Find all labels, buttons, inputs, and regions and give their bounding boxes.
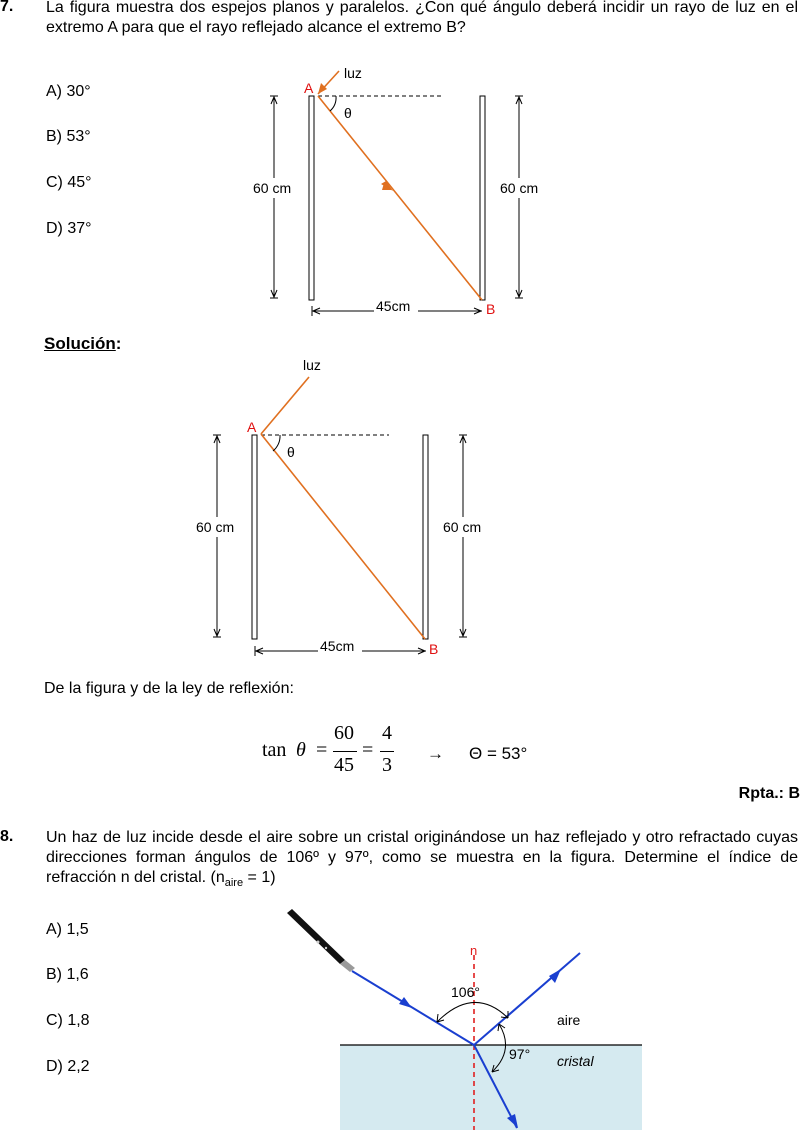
crystal-medium	[340, 1045, 642, 1130]
formula-eq1: =	[316, 739, 328, 761]
q7-solution-figure	[180, 350, 520, 662]
formula-result: Θ = 53°	[469, 744, 528, 763]
solution-heading-text: Solución	[44, 334, 116, 353]
formula-arrow: →	[427, 744, 444, 763]
sol-left-mirror	[252, 435, 257, 639]
formula-bar2	[380, 751, 394, 752]
question-7-text: La figura muestra dos espejos planos y paralelos. ¿Con qué ángulo deberá incidir un rayo de luz en el extremo A para que el rayo reflejado alcance el extremo B?	[46, 0, 798, 36]
fig2-light-label: luz	[303, 357, 321, 373]
q8-option-d: D) 2,2	[46, 1058, 90, 1075]
q7-mirror-figure	[230, 55, 570, 325]
q8-option-a: A) 1,5	[46, 921, 89, 938]
formula-den1: 45	[334, 754, 354, 776]
solution-heading-colon: :	[115, 334, 122, 353]
fig2-height-right: 60 cm	[443, 519, 482, 535]
q8-refraction-figure	[270, 905, 650, 1130]
sol-right-mirror	[423, 435, 428, 639]
formula-num1: 60	[334, 722, 354, 744]
q7-option-b: B) 53°	[46, 128, 91, 145]
formula-num2: 4	[382, 722, 392, 744]
q7-option-a: A) 30°	[46, 83, 91, 100]
angle-97-label: 97°	[509, 1046, 531, 1062]
q7-option-c: C) 45°	[46, 174, 92, 191]
angle-arc-106	[437, 1002, 508, 1022]
q8-text-main: Un haz de luz incide desde el aire sobre un cristal originándose un haz reflejado y otro refractado cuyas direcciones forman ángulos de 106º y 97º, como se muestra en la figura. Determine el índice de refracción n del cristal. (n	[46, 829, 798, 886]
fig2-point-b: B	[429, 641, 439, 657]
q7-answer: Rpta.: B	[738, 785, 800, 802]
normal-label: n	[470, 943, 478, 958]
medium-air-label: aire	[557, 1012, 581, 1028]
formula-eq2: =	[362, 739, 374, 761]
sol-reflected-ray	[261, 434, 425, 639]
question-8-number: 8.	[0, 828, 14, 845]
formula-den2: 3	[382, 754, 392, 776]
fig1-angle-label: θ	[344, 105, 352, 121]
fig1-light-label: luz	[344, 65, 362, 81]
fig2-point-a: A	[247, 419, 257, 435]
laser-pointer-icon	[287, 909, 355, 972]
q8-reflected-ray	[474, 953, 580, 1045]
fig2-height-left: 60 cm	[196, 519, 235, 535]
formula-theta: θ	[296, 739, 306, 761]
medium-crystal-label: cristal	[557, 1053, 594, 1069]
solution-heading	[44, 334, 121, 354]
reflected-ray	[318, 96, 482, 300]
q8-option-c: C) 1,8	[46, 1012, 90, 1029]
solution-text: De la figura y de la ley de reflexión:	[44, 680, 294, 697]
left-mirror	[309, 96, 314, 300]
fig2-angle-label: θ	[287, 444, 295, 460]
question-7-number: 7.	[0, 0, 14, 15]
right-mirror	[480, 96, 485, 300]
formula-bar1	[333, 751, 357, 752]
fig1-height-right: 60 cm	[500, 180, 539, 196]
fig1-width: 45cm	[376, 298, 411, 314]
q8-text-sub: aire	[224, 877, 244, 890]
q8-option-b: B) 1,6	[46, 966, 89, 983]
fig2-width: 45cm	[320, 638, 355, 654]
q8-text-end: = 1)	[243, 869, 276, 886]
angle-106-label: 106°	[451, 984, 480, 1000]
question-8-text	[46, 828, 798, 893]
fig1-point-b: B	[486, 301, 496, 317]
sol-incident-ray	[261, 377, 309, 434]
formula-tan: tan	[262, 739, 287, 761]
fig1-height-left: 60 cm	[253, 180, 292, 196]
q7-option-d: D) 37°	[46, 220, 92, 237]
fig1-point-a: A	[304, 80, 314, 96]
